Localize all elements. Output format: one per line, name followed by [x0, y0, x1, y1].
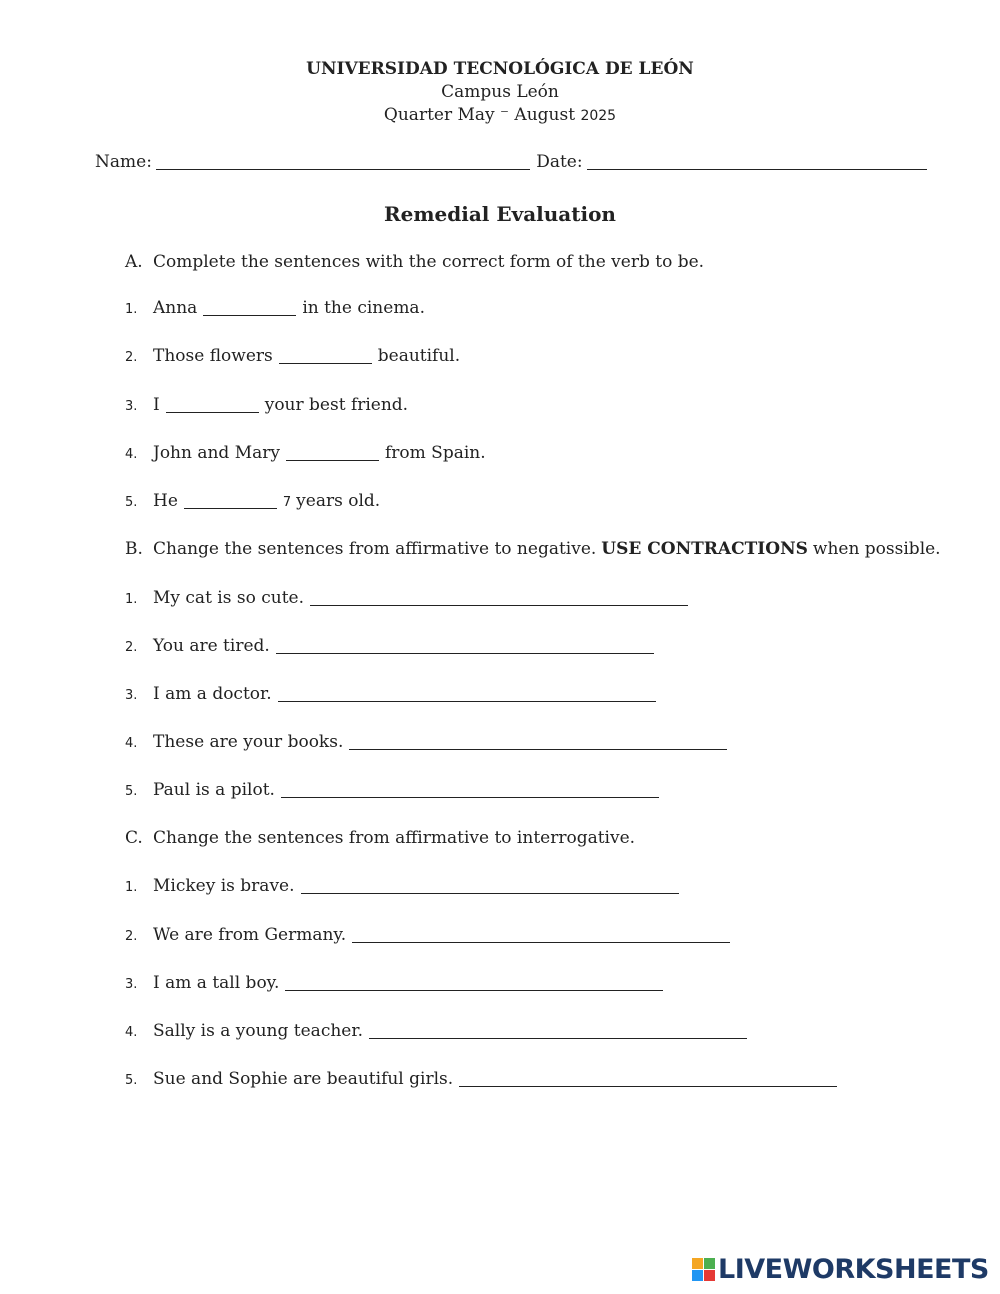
answer-blank[interactable] [286, 460, 379, 461]
section-letter: B. [125, 539, 143, 559]
answer-line[interactable] [281, 797, 659, 798]
list-item [125, 346, 460, 366]
answer-line[interactable] [276, 653, 654, 654]
item-text: Sue and Sophie are beautiful girls. [153, 1069, 454, 1089]
item-number: 1. [125, 302, 138, 317]
instruction-text-end: when possible. [812, 539, 941, 559]
answer-blank[interactable] [203, 315, 296, 316]
item-number-inline: 7 [282, 495, 292, 510]
list-item [125, 684, 656, 704]
item-text: I am a doctor. [153, 684, 272, 704]
logo-square-icon [704, 1270, 715, 1281]
item-text: Paul is a pilot. [153, 780, 275, 800]
list-item [125, 395, 408, 415]
item-text-before: I [153, 395, 160, 415]
list-item [125, 298, 425, 318]
list-item [125, 876, 679, 896]
item-text-before: Those flowers [153, 346, 273, 366]
section-letter: C. [125, 828, 143, 848]
list-item [125, 588, 688, 608]
item-number: 1. [125, 880, 138, 895]
date-label: Date: [536, 152, 583, 172]
section-c-instruction [125, 828, 635, 848]
item-text-after: years old. [296, 491, 381, 511]
item-number: 5. [125, 1073, 138, 1088]
instruction-text: Change the sentences from affirmative to interrogative. [153, 828, 636, 848]
item-number: 4. [125, 1025, 138, 1040]
page-title: Remedial Evaluation [384, 202, 616, 226]
item-number: 4. [125, 736, 138, 751]
item-text-after: from Spain. [385, 443, 486, 463]
section-a-instruction [125, 252, 704, 272]
item-text: We are from Germany. [153, 925, 347, 945]
list-item [125, 925, 730, 945]
item-number: 2. [125, 350, 138, 365]
list-item [125, 732, 727, 752]
university-name: UNIVERSIDAD TECNOLÓGICA DE LEÓN [306, 59, 694, 79]
instruction-emphasis: USE CONTRACTIONS [601, 539, 808, 559]
item-number: 2. [125, 929, 138, 944]
list-item [125, 1021, 747, 1041]
item-number: 3. [125, 399, 138, 414]
answer-blank[interactable] [279, 363, 372, 364]
logo-square-icon [692, 1258, 703, 1269]
list-item [125, 973, 663, 993]
logo-square-icon [692, 1270, 703, 1281]
answer-line[interactable] [369, 1038, 747, 1039]
item-text-before: Anna [153, 298, 198, 318]
item-text: You are tired. [153, 636, 270, 656]
answer-line[interactable] [352, 942, 730, 943]
answer-line[interactable] [285, 990, 663, 991]
item-text-before: He [153, 491, 178, 511]
logo-square-icon [704, 1258, 715, 1269]
answer-line[interactable] [278, 701, 656, 702]
name-field[interactable] [156, 168, 530, 170]
answer-blank[interactable] [166, 412, 259, 413]
item-text-after: beautiful. [377, 346, 461, 366]
instruction-text: Complete the sentences with the correct form of the verb to be. [153, 252, 705, 272]
section-b-instruction [125, 539, 941, 559]
answer-line[interactable] [459, 1086, 837, 1087]
item-text-after: your best friend. [264, 395, 409, 415]
answer-line[interactable] [301, 893, 679, 894]
quarter-line [0, 104, 1000, 128]
liveworksheets-logo [692, 1254, 989, 1285]
campus-name: Campus León [441, 82, 559, 102]
logo-icon [692, 1258, 715, 1281]
item-text: Sally is a young teacher. [153, 1021, 364, 1041]
item-number: 5. [125, 784, 138, 799]
answer-blank[interactable] [184, 508, 277, 509]
item-text: I am a tall boy. [153, 973, 280, 993]
quarter-year: 2025 [580, 108, 617, 124]
item-text: These are your books. [153, 732, 344, 752]
name-label: Name: [95, 152, 152, 172]
list-item [125, 780, 659, 800]
item-number: 4. [125, 447, 138, 462]
item-text: Mickey is brave. [153, 876, 295, 896]
item-number: 3. [125, 688, 138, 703]
item-number: 5. [125, 495, 138, 510]
list-item [125, 443, 486, 463]
section-letter: A. [125, 252, 143, 272]
document-header [0, 58, 1000, 128]
item-text-after: in the cinema. [302, 298, 425, 318]
instruction-text: Change the sentences from affirmative to negative. [153, 539, 597, 559]
name-date-row [95, 152, 927, 172]
logo-text: LIVEWORKSHEETS [718, 1254, 989, 1285]
list-item [125, 1069, 837, 1089]
answer-line[interactable] [349, 749, 727, 750]
list-item [125, 491, 380, 511]
item-number: 3. [125, 977, 138, 992]
item-text-before: John and Mary [153, 443, 280, 463]
list-item [125, 636, 654, 656]
item-number: 1. [125, 592, 138, 607]
date-field[interactable] [587, 168, 927, 170]
quarter-text: Quarter May ⁻ August [383, 105, 576, 125]
item-text: My cat is so cute. [153, 588, 304, 608]
item-number: 2. [125, 640, 138, 655]
answer-line[interactable] [310, 605, 688, 606]
